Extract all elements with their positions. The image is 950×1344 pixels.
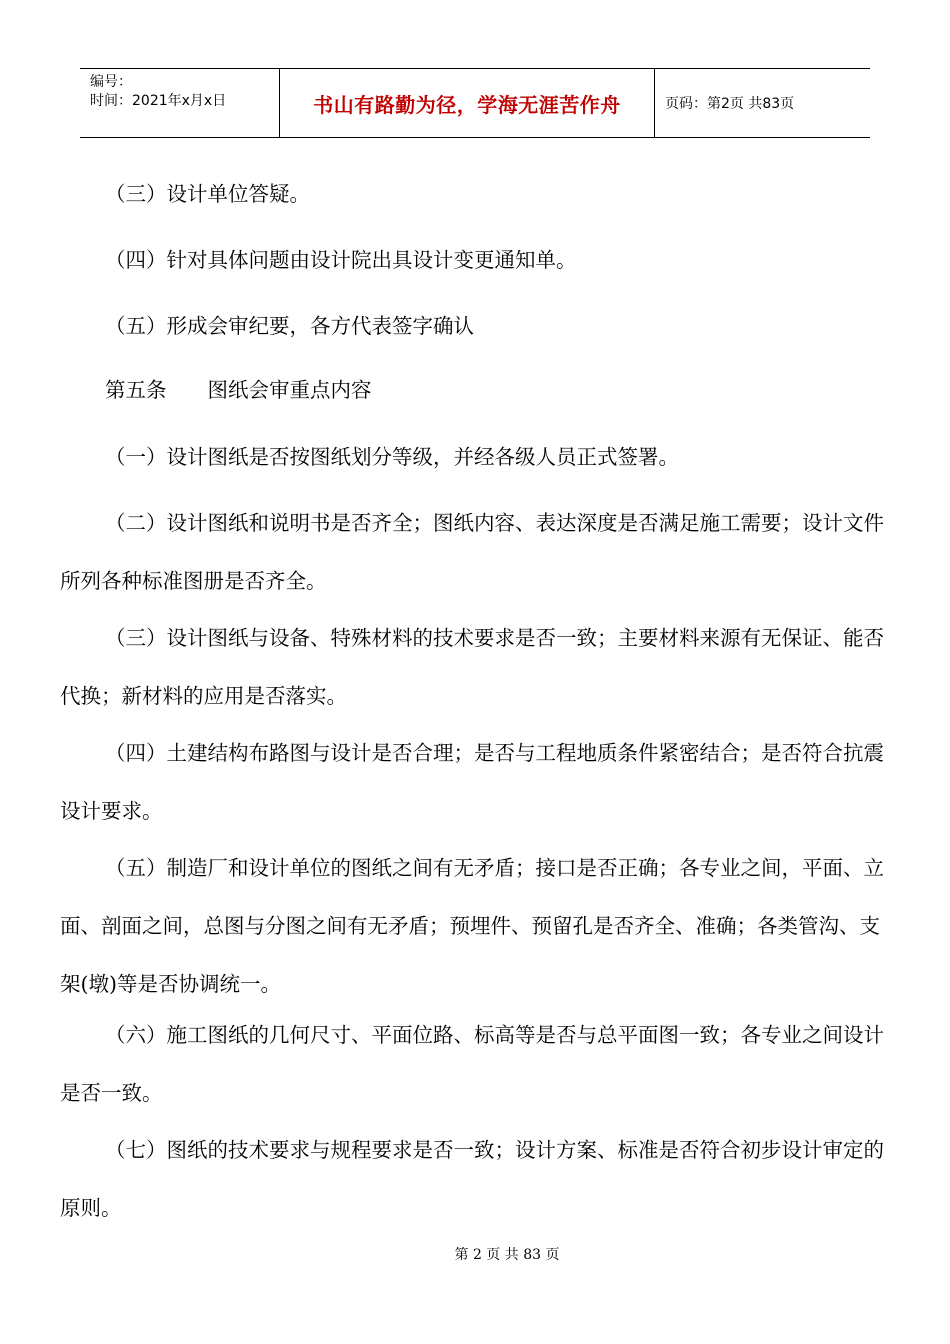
paragraph: （四）土建结构布路图与设计是否合理；是否与工程地质条件紧密结合；是否符合抗震设计要求。 [60,741,884,823]
paragraph: （一）设计图纸是否按图纸划分等级，并经各级人员正式签署。 [105,445,679,469]
header-page-info: 页码：第2页 共83页 [665,96,795,112]
paragraph: （四）针对具体问题由设计院出具设计变更通知单。 [105,248,577,272]
page-footer: 第 2 页 共 83 页 [454,1247,560,1263]
header-meta [80,69,280,137]
header-motto: 书山有路勤为径，学海无涯苦作舟 [280,69,655,137]
section-heading: 第五条 图纸会审重点内容 [105,378,372,402]
paragraph: （三）设计单位答疑。 [105,182,310,206]
paragraph: （五）形成会审纪要，各方代表签字确认 [105,314,474,338]
document-time: 时间：2021年x月x日 [90,93,227,109]
paragraph: （二）设计图纸和说明书是否齐全；图纸内容、表达深度是否满足施工需要；设计文件所列各种标准图册是否齐全。 [60,511,884,593]
page-header [80,68,870,138]
paragraph: （七）图纸的技术要求与规程要求是否一致；设计方案、标准是否符合初步设计审定的原则。 [60,1138,884,1220]
document-number-label: 编号： [90,74,132,90]
paragraph: （三）设计图纸与设备、特殊材料的技术要求是否一致；主要材料来源有无保证、能否代换；新材料的应用是否落实。 [60,626,884,708]
paragraph: （五）制造厂和设计单位的图纸之间有无矛盾；接口是否正确；各专业之间，平面、立面、剖面之间，总图与分图之间有无矛盾；预埋件、预留孔是否齐全、准确；各类管沟、支架(墩)等是否协调统一。 [60,856,884,996]
paragraph: （六）施工图纸的几何尺寸、平面位路、标高等是否与总平面图一致；各专业之间设计是否一致。 [60,1023,884,1105]
